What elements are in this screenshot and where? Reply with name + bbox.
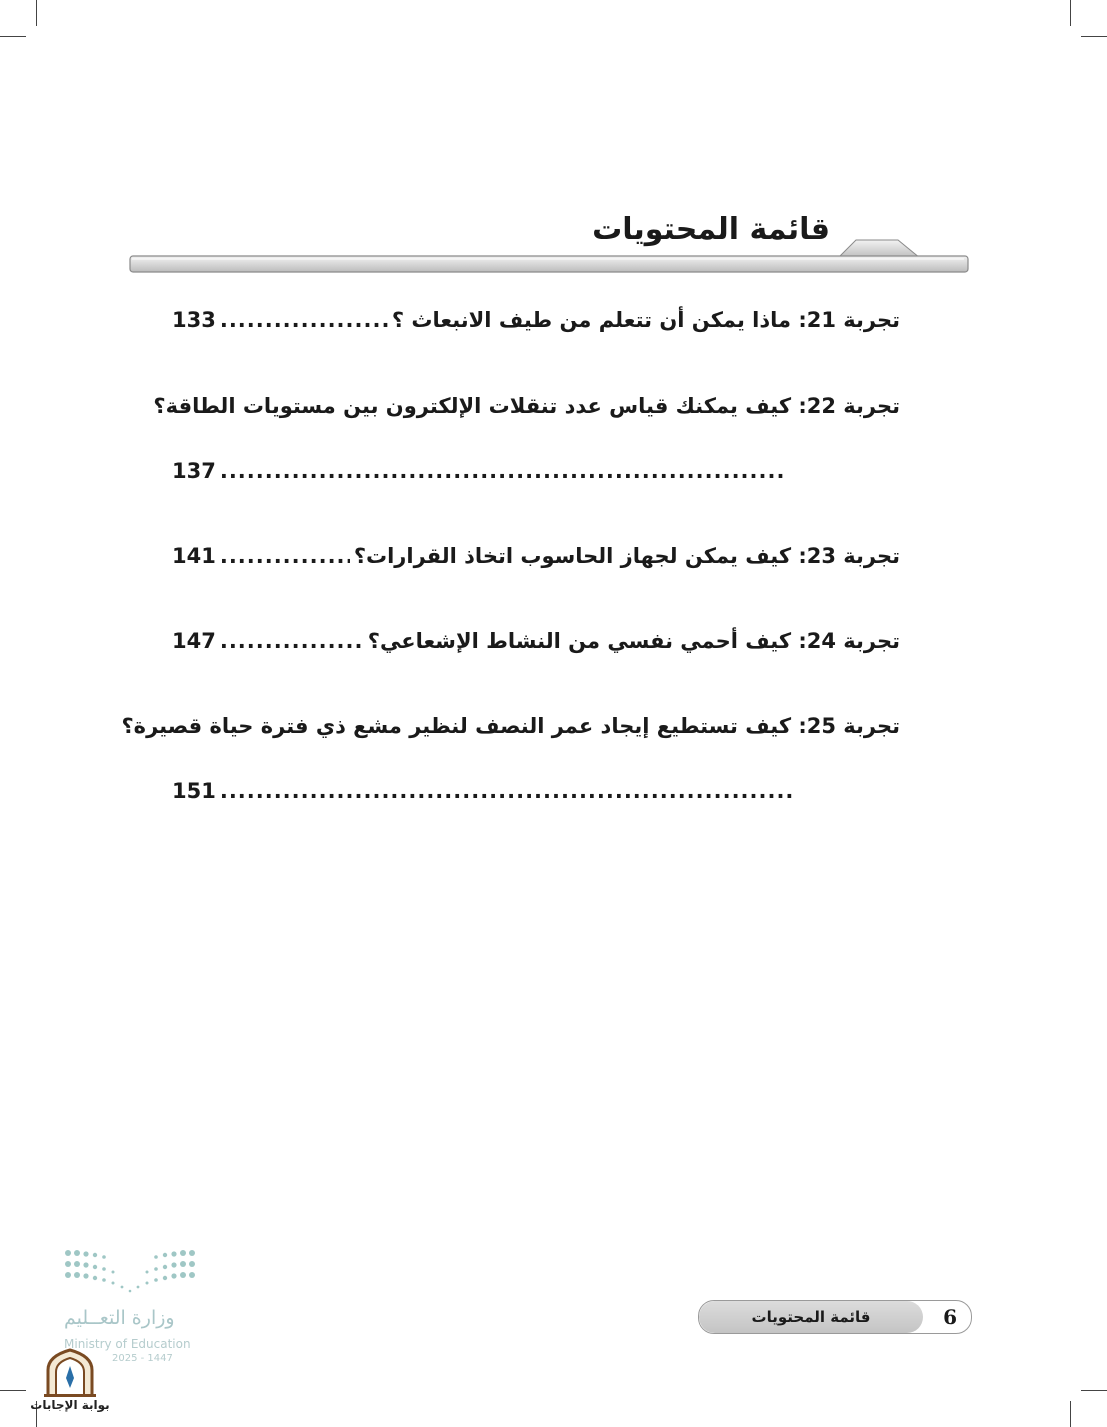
page-title: قائمة المحتويات bbox=[592, 212, 830, 247]
crop-mark bbox=[1081, 36, 1107, 37]
footer-section-label: قائمة المحتويات bbox=[699, 1301, 923, 1333]
toc-entry-page-line[interactable] bbox=[172, 771, 792, 811]
toc-entry-title: تجربة 23: كيف يمكن لجهاز الحاسوب اتخاذ القرارات؟ bbox=[353, 544, 900, 568]
toc-entry-title: تجربة 24: كيف أحمي نفسي من النشاط الإشعاعي؟ bbox=[367, 629, 900, 653]
ministry-name-arabic: وزارة التعــليم bbox=[64, 1307, 175, 1329]
toc-entry[interactable] bbox=[153, 386, 900, 426]
ministry-dots-icon bbox=[60, 1245, 200, 1297]
toc-entry-title: تجربة 21: ماذا يمكن أن تتعلم من طيف الانبعاث ؟ bbox=[391, 308, 900, 332]
toc-entry[interactable] bbox=[172, 621, 900, 661]
toc-entry-page: 141 bbox=[172, 544, 216, 568]
page-number: 6 bbox=[943, 1305, 957, 1329]
toc-entry-page: 133 bbox=[172, 308, 216, 332]
toc-entry-title: تجربة 25: كيف تستطيع إيجاد عمر النصف لنظير مشع ذي فترة حياة قصيرة؟ bbox=[121, 714, 900, 738]
toc-entry[interactable] bbox=[172, 300, 900, 340]
toc-entry[interactable] bbox=[121, 706, 900, 746]
toc-entry[interactable] bbox=[172, 536, 900, 576]
header-divider-bar bbox=[128, 236, 970, 278]
toc-entry-page: 147 bbox=[172, 629, 216, 653]
crop-mark bbox=[1081, 1390, 1107, 1391]
crop-mark bbox=[36, 0, 37, 26]
mosque-arch-icon bbox=[30, 1348, 110, 1398]
answers-portal-logo bbox=[30, 1348, 110, 1412]
dot-leader bbox=[220, 629, 364, 653]
dot-leader bbox=[220, 779, 792, 803]
toc-entry-title: تجربة 22: كيف يمكنك قياس عدد تنقلات الإلكترون بين مستويات الطاقة؟ bbox=[153, 394, 900, 418]
dot-leader bbox=[220, 459, 786, 483]
ministry-logo bbox=[60, 1245, 210, 1364]
crop-mark bbox=[1070, 1401, 1071, 1427]
toc-entry-page: 151 bbox=[172, 779, 216, 803]
ministry-year: 2025 - 1447 bbox=[112, 1353, 173, 1364]
crop-mark bbox=[1070, 0, 1071, 26]
crop-mark bbox=[0, 36, 26, 37]
toc-entry-page: 137 bbox=[172, 459, 216, 483]
dot-leader bbox=[220, 544, 350, 568]
crop-mark bbox=[0, 1390, 26, 1391]
dot-leader bbox=[220, 308, 388, 332]
toc-entry-page-line[interactable] bbox=[172, 451, 786, 491]
ministry-name-english: Ministry of Education bbox=[64, 1337, 191, 1351]
portal-name: بوابة الإجابات bbox=[30, 1398, 110, 1412]
footer-page-tab bbox=[698, 1300, 972, 1334]
